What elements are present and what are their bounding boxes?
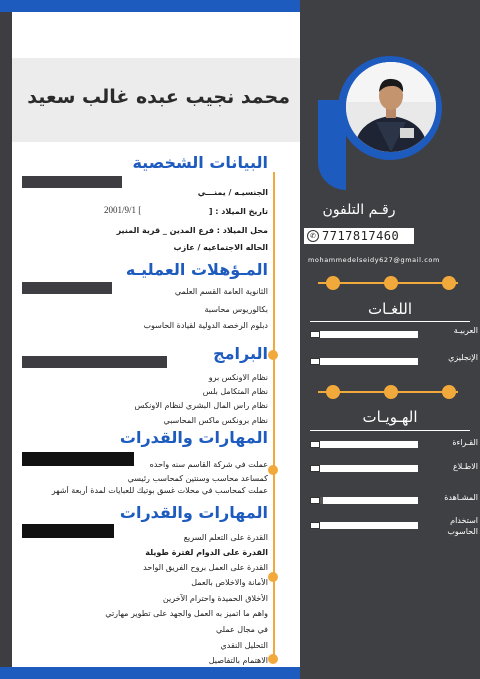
- left-dark-strip: [0, 0, 12, 679]
- qualification-item: بكالوريوس محاسبة: [204, 305, 268, 314]
- program-item: نظام برونكس ماكس المحاسبي: [163, 416, 268, 425]
- person-name: محمد نجيب عبده غالب سعيد: [27, 86, 290, 108]
- program-item: نظام راس المال البشري لنظام الاونكس: [134, 401, 268, 410]
- programs-title-bar: [22, 356, 167, 368]
- language-bar: [310, 331, 418, 338]
- hobby-label: استخدام الحاسوب: [447, 516, 478, 536]
- hobby-bar: [310, 497, 418, 504]
- language-label: الإنجليزي: [448, 353, 478, 362]
- skill-item: الأخلاق الحميدة واحترام الآخرين: [162, 594, 268, 603]
- phone-icon: ✆: [307, 230, 319, 242]
- skill-item: في مجال عملي: [216, 625, 268, 634]
- skill-item: الأمانة والاخلاص بالعمل: [191, 578, 268, 587]
- languages-underline: [310, 321, 470, 322]
- skill-item: القدرة على العمل بروح الفريق الواحد: [143, 563, 268, 572]
- phone-box: [304, 228, 414, 244]
- top-blue-bar: [0, 0, 300, 12]
- timeline-dot: [268, 465, 278, 475]
- hobby-bar: [310, 522, 418, 529]
- marital-status: الحاله الاجتماعيه / عازب: [173, 243, 268, 252]
- timeline-dot: [268, 572, 278, 582]
- hobby-label: المشـاهدة: [444, 493, 478, 502]
- dob-value: 2001/9/1 [: [104, 205, 142, 215]
- personal-title-bar: [22, 176, 122, 188]
- qualification-item: الثانوية العامة القسم العلمي: [174, 287, 268, 296]
- experience-item: كمساعد محاسب وسنتين كمحاسب رئيسي: [127, 474, 268, 483]
- programs-title: البرامج: [213, 344, 268, 363]
- skills-title: المهارات والقدرات: [119, 503, 268, 522]
- language-label: العربيـة: [453, 326, 478, 335]
- skill-item: واهم ما اتميز به العمل والجهد على تطوير مهارتي: [105, 609, 268, 618]
- qualifications-title: المـؤهلات العمليـه: [125, 260, 268, 279]
- bottom-blue-bar: [0, 667, 300, 679]
- divider-dot: [442, 385, 456, 399]
- phone-title: رقـم التلفون: [322, 202, 396, 218]
- profile-photo: [346, 62, 436, 152]
- experience-item: عملت في شركة القاسم سنه واحده: [149, 460, 268, 469]
- timeline-line: [273, 172, 275, 662]
- personal-title: البيانات الشخصية: [132, 153, 268, 172]
- hobby-bar-handle: [310, 441, 320, 448]
- divider-dot: [442, 276, 456, 290]
- timeline-dot: [268, 350, 278, 360]
- divider-dot: [326, 385, 340, 399]
- program-item: نظام الاونكس برو: [208, 373, 268, 382]
- hobby-bar: [310, 465, 418, 472]
- hobby-bar-handle: [310, 497, 320, 504]
- hobby-bar: [310, 441, 418, 448]
- program-item: نظام المتكامل بلس: [202, 387, 268, 396]
- nationality: الجنسيـه / يمنـــي: [197, 188, 268, 197]
- hobby-bar-handle: [310, 522, 320, 529]
- skill-item: القدرة على الدوام لفترة طويلة: [145, 548, 268, 557]
- divider-dot: [384, 385, 398, 399]
- skill-item: التحليل النقدي: [220, 641, 268, 650]
- hobbies-underline: [310, 430, 470, 431]
- email-address: mohammedelseidy627@gmail.com: [308, 256, 440, 264]
- person-photo-icon: [346, 62, 436, 152]
- experience-title: المهارات والقدرات: [119, 428, 268, 447]
- birthplace: محل الميلاد : فرع المدين _ قرية المنير: [116, 226, 268, 235]
- experience-item: عملت كمحاسب في محلات غسق بوتيك للعبايات لمدة أربعة أشهر: [51, 486, 268, 495]
- hobbies-title: الهـويـات: [362, 408, 418, 426]
- skill-item: الاهتمام بالتفاصيل: [208, 656, 268, 665]
- language-bar-handle: [310, 358, 320, 365]
- language-bar: [310, 358, 418, 365]
- hobby-label: القـراءة: [452, 438, 478, 447]
- languages-title: اللغـات: [367, 300, 413, 318]
- divider-dot: [326, 276, 340, 290]
- divider-dot: [384, 276, 398, 290]
- language-bar-handle: [310, 331, 320, 338]
- phone-number: 7717817460: [322, 229, 400, 243]
- skill-item: القدرة على التعلم السريع: [183, 533, 268, 542]
- hobby-bar-handle: [310, 465, 320, 472]
- dob-label: تاريخ الميلاد : [: [208, 207, 268, 216]
- hobby-label: الاطـلاع: [452, 462, 478, 471]
- qualification-item: دبلوم الرخصة الدولية لقيادة الحاسوب: [143, 321, 268, 330]
- timeline-dot: [268, 654, 278, 664]
